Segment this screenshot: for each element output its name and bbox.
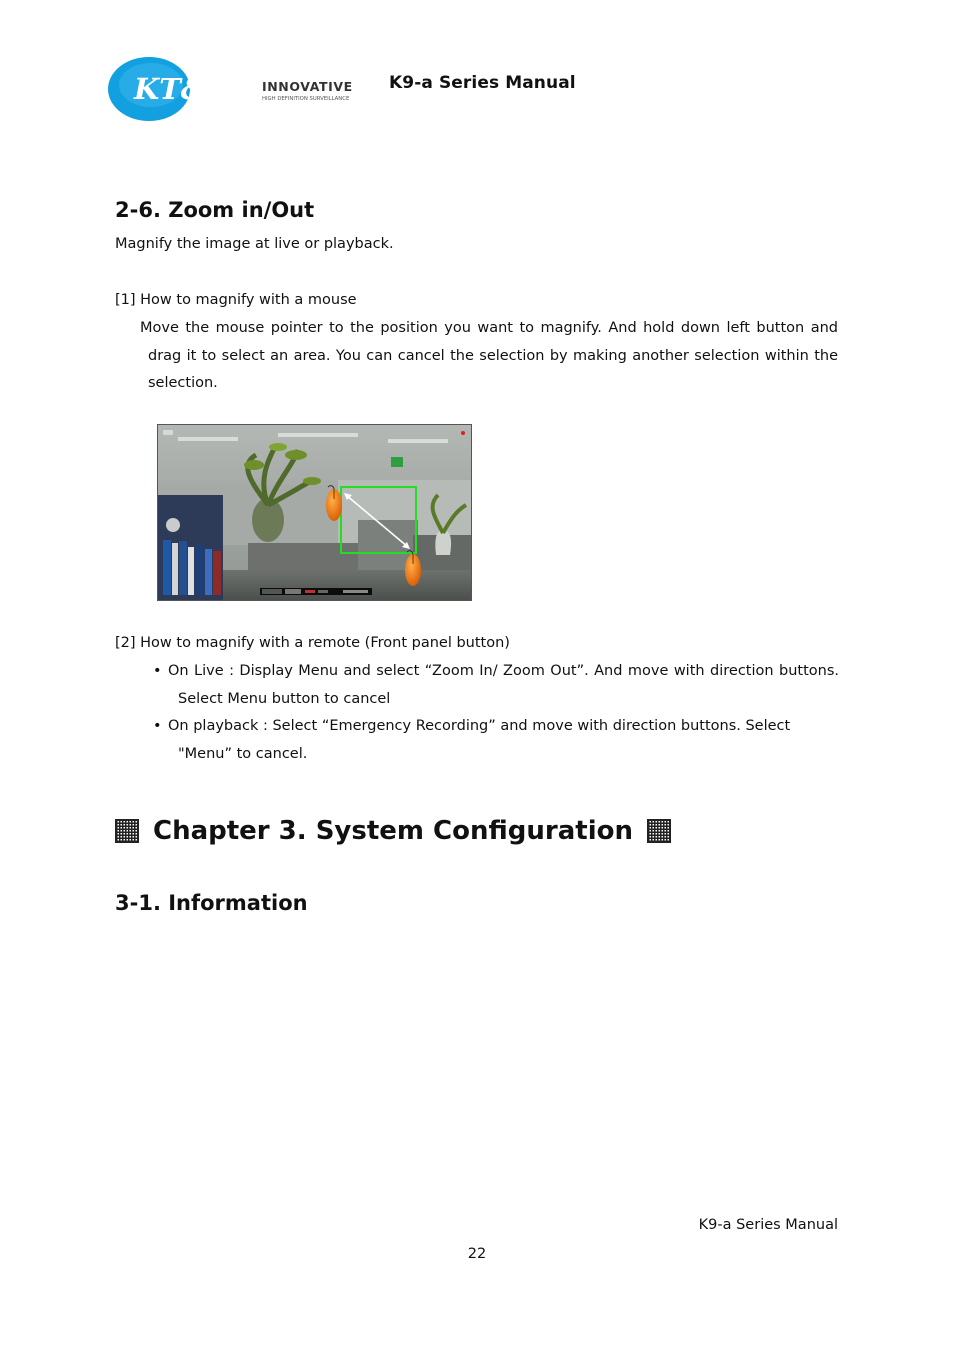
bullet-line: Select Menu button to cancel <box>178 690 391 707</box>
header-title: K9-a Series Manual <box>389 73 576 93</box>
logo-mark-text: KT&C <box>134 72 231 106</box>
zoom-intro-text: Magnify the image at live or playback. <box>115 236 394 252</box>
logo-tagline: HIGH DEFINITION SURVEILLANCE <box>262 96 350 102</box>
bullet-line: On Live : Display Menu and select “Zoom In/ Zoom Out”. And move with direction buttons. <box>168 663 839 679</box>
howto-mouse-title: [1] How to magnify with a mouse <box>115 292 357 308</box>
bullet-icon: • <box>153 718 162 734</box>
section-heading-zoom: 2-6. Zoom in/Out <box>115 198 315 222</box>
chapter-title: Chapter 3. System Configuration <box>153 816 633 846</box>
howto-remote-list <box>153 658 839 768</box>
howto-mouse-line: selection. <box>148 375 218 391</box>
howto-mouse-line: drag it to select an area. You can cancel the selection by making another selection within the <box>148 347 838 364</box>
howto-mouse-paragraph <box>115 315 838 398</box>
dotted-grid-square-icon <box>647 819 671 843</box>
page-number: 22 <box>467 1246 487 1262</box>
footer-title: K9-a Series Manual <box>698 1217 838 1233</box>
bullet-line: "Menu” to cancel. <box>178 745 308 762</box>
bullet-line: On playback : Select “Emergency Recording” and move with direction buttons. Select <box>168 718 791 734</box>
logo-wordmark: INNOVATIVE <box>262 79 353 94</box>
list-item <box>153 658 839 686</box>
bullet-icon: • <box>153 663 162 679</box>
zoom-selection-figure <box>157 424 472 601</box>
howto-remote-title: [2] How to magnify with a remote (Front panel button) <box>115 635 510 651</box>
office-camera-view-image <box>158 425 471 600</box>
kt-c-logo-icon <box>107 55 367 125</box>
section-heading-information: 3-1. Information <box>115 891 308 915</box>
howto-mouse-line: Move the mouse pointer to the position you want to magnify. And hold down left button and <box>140 320 838 336</box>
list-item <box>153 713 839 741</box>
company-logo <box>107 55 367 125</box>
dotted-grid-square-icon <box>115 819 139 843</box>
chapter-heading <box>115 816 671 846</box>
